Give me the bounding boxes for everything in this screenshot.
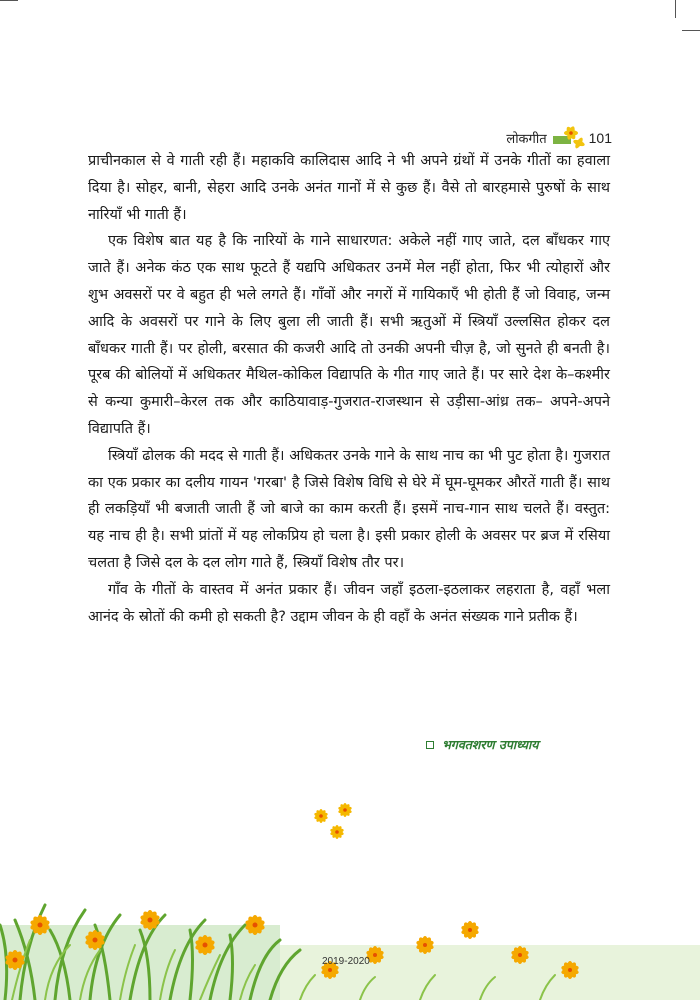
crop-mark	[0, 0, 18, 1]
author-name: भगवतशरण उपाध्याय	[442, 737, 539, 752]
body-text	[88, 148, 610, 630]
paragraph: एक विशेष बात यह है कि नारियों के गाने साधारणत: अकेले नहीं गाए जाते, दल बाँधकर गाए जाते हैं। अनेक कंठ एक साथ फूटते हैं यद्यपि अधिकतर उनमें मेल नहीं होता, फिर भी त्योहारों और शुभ अवसरों पर वे बहुत ही भले लगते हैं। गाँवों और नगरों में गायिकाएँ भी होती हैं जो विवाह, जन्म आदि के अवसरों पर गाने के लिए बुला ली जाती हैं। सभी ऋतुओं में स्त्रियाँ उल्लसित होकर दल बाँधकर गाती हैं। पर होली, बरसात की कजरी आदि तो उनकी अपनी चीज़ है, जो सुनते ही बनती है। पूरब की बोलियों में अधिकतर मैथिल-कोकिल विद्यापति के गीत गाए जाते हैं। पर सारे देश के–कश्मीर से कन्या कुमारी–केरल तक और काठियावाड़-गुजरात-राजस्थान से उड़ीसा-आंध्र तक– अपने-अपने विद्यापति हैं।	[88, 233, 610, 437]
running-title: लोकगीत	[506, 132, 547, 147]
paragraph: स्त्रियाँ ढोलक की मदद से गाती हैं। अधिकतर उनके गाने के साथ नाच का भी पुट होता है। गुजरात का एक प्रकार का दलीय गायन 'गरबा' है जिसे विशेष विधि से घेरे में घूम-घूमकर औरतें गाती हैं। साथ ही लकड़ियाँ भी बजाती जाती हैं जो बाजे का काम करती हैं। इसमें नाच-गान साथ चलते हैं। वस्तुत: यह नाच ही है। सभी प्रांतों में यह लोकप्रिय हो चला है। इसी प्रकार होली के अवसर पर ब्रज में रसिया चलता है जिसे दल के दल लोग गाते हैं, स्त्रियाँ विशेष तौर पर।	[88, 447, 610, 571]
paragraph: गाँव के गीतों के वास्तव में अनंत प्रकार हैं। जीवन जहाँ इठला-इठलाकर लहराता है, वहाँ भला आनंद के स्रोतों की कमी हो सकती है? उद्दाम जीवन के ही वहाँ के अनंत संख्यक गाने प्रतीक हैं।	[88, 581, 610, 625]
edition-year: 2019-2020	[322, 956, 370, 967]
square-bullet-icon	[426, 741, 434, 749]
page-number: 101	[588, 130, 612, 146]
crop-mark	[675, 0, 676, 18]
grass-flowers-illustration	[0, 885, 700, 1000]
flowers-decoration	[305, 800, 365, 845]
author-credit	[426, 736, 539, 753]
crop-mark	[682, 30, 700, 31]
paragraph: प्राचीनकाल से वे गाती रही हैं। महाकवि कालिदास आदि ने भी अपने ग्रंथों में उनके गीतों का हवाला दिया है। सोहर, बानी, सेहरा आदि उनके अनंत गानों में से कुछ हैं। वैसे तो बारहमासे पुरुषों के साथ नारियाँ भी गाती हैं।	[88, 153, 610, 223]
